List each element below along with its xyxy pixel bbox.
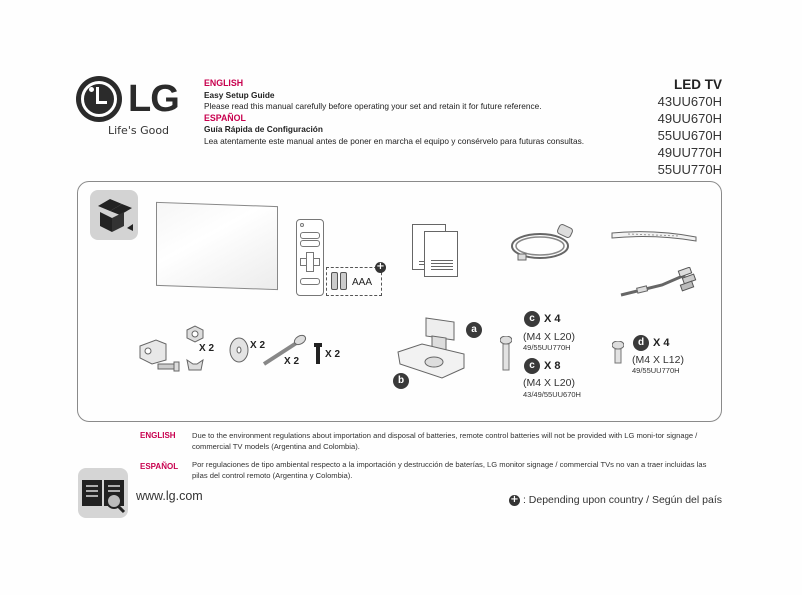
stand-label-a: a	[466, 322, 482, 338]
intro-lang-spanish: ESPAÑOL	[204, 112, 246, 123]
note-text-english: Due to the environment regulations about importation and disposal of batteries, remote control batteries will not be provided with LG moni-tor signage / commercial TV models (Argentina and Colombia).	[192, 431, 698, 451]
remote-control-icon	[296, 219, 324, 296]
av-gender-cable-icon	[617, 267, 699, 299]
screw-badge-d: d	[633, 335, 649, 351]
screw-qty: X 8	[544, 360, 561, 372]
battery-type-label: AAA	[352, 277, 373, 288]
note-lang-english: ENGLISH	[140, 431, 176, 440]
stand-icon	[394, 312, 472, 384]
intro-lang-english: ENGLISH	[204, 78, 244, 88]
hardware-qty: X 2	[250, 340, 266, 351]
screw-badge-c: c	[524, 311, 540, 327]
lg-face-logo-icon	[76, 76, 122, 122]
logo-wordmark: LG	[128, 78, 179, 120]
cable-tie-icon	[610, 228, 698, 242]
note-lang-spanish: ESPAÑOL	[140, 462, 179, 471]
optional-plus-icon: +	[510, 493, 519, 505]
intro-text-english: Please read this manual carefully before operating your set and retain it for future reference.	[204, 101, 542, 111]
screw-spec: (M4 X L20)	[523, 377, 575, 389]
screw-d-icon	[612, 341, 624, 369]
model-item: 55UU670H	[657, 128, 722, 143]
screw-spec: (M4 X L12)	[632, 354, 684, 366]
intro-text-spanish: Lea atentamente este manual antes de poner en marcha el equipo y consérvelo para futuras consultas.	[204, 135, 585, 146]
intro-block	[204, 78, 624, 147]
model-item: 43UU670H	[657, 94, 722, 109]
screw-models: 49/55UU770H	[523, 343, 571, 352]
screw-c-icon	[500, 336, 512, 376]
screw-qty: X 4	[544, 313, 561, 325]
optional-plus-icon: +	[376, 261, 385, 272]
power-cord-icon	[508, 222, 578, 264]
screw-badge-c: c	[524, 358, 540, 374]
screw-qty: X 4	[653, 337, 670, 349]
model-item: 55UU770H	[657, 162, 722, 177]
tv-panel-icon	[156, 202, 278, 290]
hardware-qty: X 2	[284, 356, 300, 367]
manual-search-icon	[78, 468, 128, 518]
open-box-icon	[90, 190, 138, 240]
model-item: 49UU670H	[657, 111, 722, 126]
manuals-icon	[412, 224, 472, 284]
website-link[interactable]: www.lg.com	[136, 489, 203, 503]
battery-icon	[340, 272, 347, 290]
intro-title-english: Easy Setup Guide	[204, 89, 275, 100]
tagline: Life's Good	[108, 124, 170, 137]
screw-models: 49/55UU770H	[632, 366, 680, 375]
model-item: 49UU770H	[657, 145, 722, 160]
screw-models: 43/49/55UU670H	[523, 390, 581, 399]
stand-label-b: b	[393, 373, 409, 389]
short-screw-icon	[313, 342, 323, 366]
intro-title-spanish: Guía Rápida de Configuración	[204, 124, 323, 134]
battery-icon	[331, 272, 338, 290]
screw-spec: (M4 X L20)	[523, 331, 575, 343]
note-text-spanish: Por regulaciones de tipo ambiental respecto a la importación y destrucción de baterías, LG monitor signage / commercial TVs no van a traer incluidas las pilas del control remoto (Argentina y Colombia).	[192, 460, 707, 480]
hardware-qty: X 2	[199, 343, 215, 354]
washer-icon	[228, 336, 250, 364]
aaa-batteries	[326, 267, 382, 296]
lg-logo	[76, 76, 186, 136]
legend-text: : Depending upon country / Según del país	[522, 494, 722, 506]
model-list	[658, 77, 722, 178]
hardware-qty: X 2	[325, 349, 341, 360]
product-type: LED TV	[673, 77, 722, 92]
legend-note	[509, 494, 722, 506]
